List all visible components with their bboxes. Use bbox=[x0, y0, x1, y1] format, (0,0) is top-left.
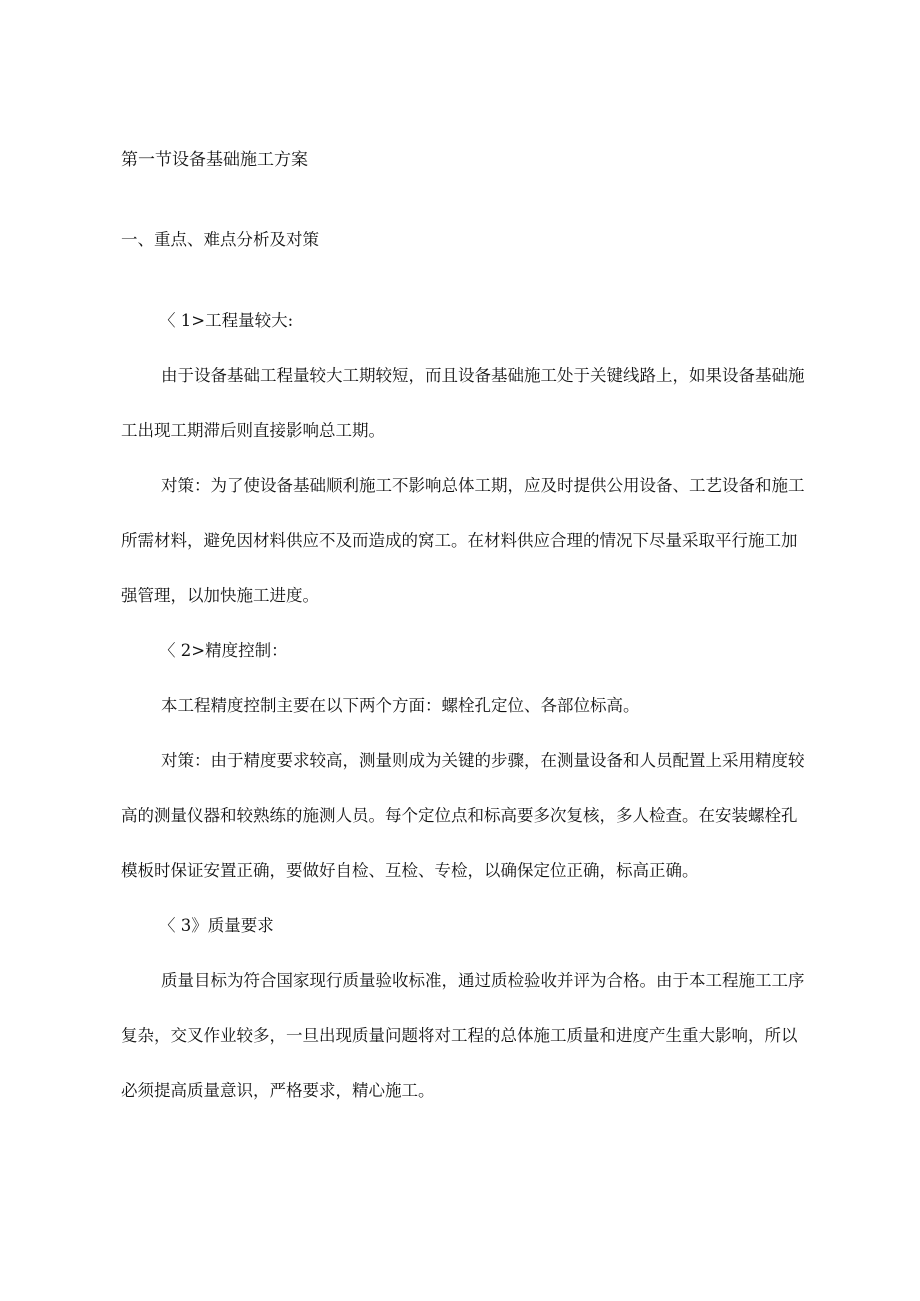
paragraph-line: 本工程精度控制主要在以下两个方面：螺栓孔定位、各部位标高。 bbox=[161, 696, 640, 715]
paragraph-line: 模板时保证安置正确，要做好自检、互检、专检，以确保定位正确，标高正确。 bbox=[121, 861, 699, 880]
document-title: 第一节设备基础施工方案 bbox=[121, 150, 308, 170]
paragraph-line: 由于设备基础工程量较大工期较短，而且设备基础施工处于关键线路上，如果设备基础施 bbox=[161, 366, 805, 385]
section-heading: 一、重点、难点分析及对策 bbox=[121, 230, 319, 249]
item-heading-3: 〈 3》质量要求 bbox=[159, 916, 274, 935]
paragraph-line: 强管理，以加快施工进度。 bbox=[121, 586, 319, 605]
paragraph-line: 对策：由于精度要求较高，测量则成为关键的步骤，在测量设备和人员配置上采用精度较 bbox=[161, 751, 805, 770]
item-heading-2: 〈 2>精度控制： bbox=[159, 641, 288, 660]
paragraph-line: 高的测量仪器和较熟练的施测人员。每个定位点和标高要多次复核，多人检查。在安装螺栓孔 bbox=[121, 806, 798, 825]
paragraph-line: 质量目标为符合国家现行质量验收标准，通过质检验收并评为合格。由于本工程施工工序 bbox=[161, 971, 805, 990]
paragraph-line: 所需材料，避免因材料供应不及而造成的窝工。在材料供应合理的情况下尽量采取平行施工加 bbox=[121, 531, 798, 550]
paragraph-line: 必须提高质量意识，严格要求，精心施工。 bbox=[121, 1081, 435, 1100]
item-heading-1: 〈 1>工程量较大: bbox=[159, 311, 294, 330]
paragraph-line: 对策：为了使设备基础顺利施工不影响总体工期，应及时提供公用设备、工艺设备和施工 bbox=[161, 476, 805, 495]
paragraph-line: 复杂，交叉作业较多，一旦出现质量问题将对工程的总体施工质量和进度产生重大影响，所以 bbox=[121, 1026, 798, 1045]
paragraph-line: 工出现工期滞后则直接影响总工期。 bbox=[121, 421, 385, 440]
